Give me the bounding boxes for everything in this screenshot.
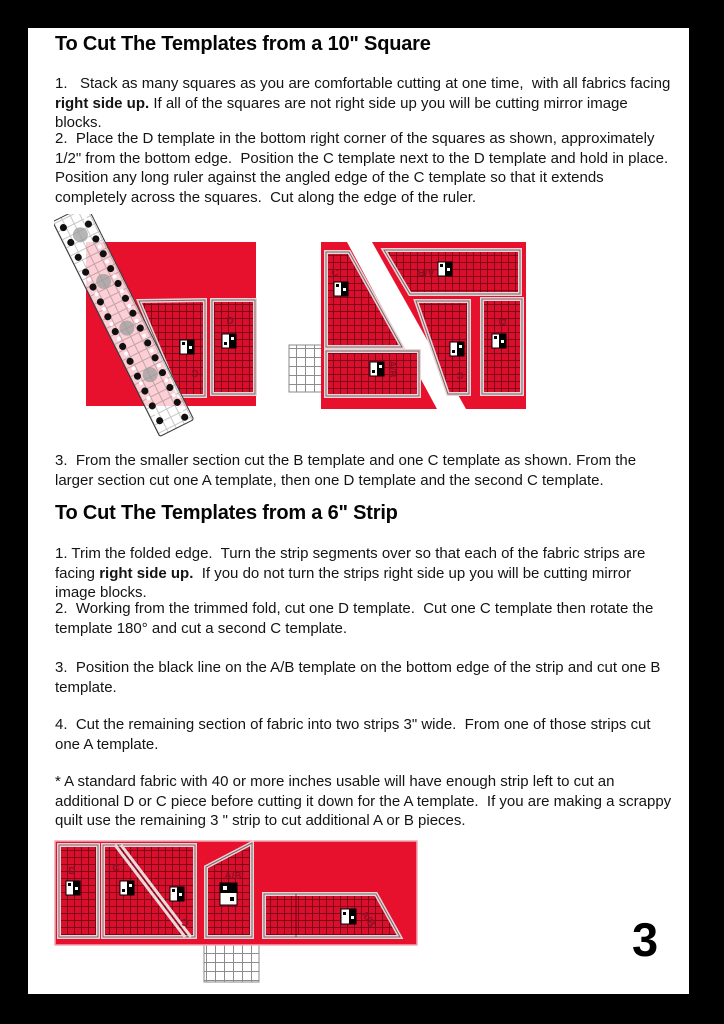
instruction-paragraph-5 — [55, 599, 673, 638]
page-number: 3 — [632, 913, 659, 966]
figure-cutting-square — [54, 214, 530, 446]
section1-heading: To Cut The Templates from a 10" Square — [55, 33, 431, 55]
cutting-mat — [289, 345, 325, 392]
instruction-paragraph-6 — [55, 658, 673, 697]
template-label-ab: A/B — [417, 266, 435, 277]
instruction-paragraph-1 — [55, 74, 673, 133]
brand-logo-icon — [492, 334, 506, 348]
template-label-c: C — [191, 367, 199, 378]
fabric-square — [54, 214, 256, 437]
text-run: 1. Trim the folded edge. Turn the strip segments over so that each of the fabric strips are facing — [55, 545, 650, 582]
template-ab-second — [264, 894, 400, 937]
template-label-d: D — [68, 866, 76, 877]
instruction-paragraph-2 — [55, 129, 677, 207]
text-run: 2. Working from the trimmed fold, cut one D template. Cut one C template then rotate the template 180° and cut a second C template. — [55, 600, 658, 637]
brand-logo-icon — [180, 340, 194, 354]
text-run: If you do not turn the strips right side up you will be cutting mirror image blocks. — [55, 564, 636, 601]
brand-logo-icon — [370, 362, 384, 376]
text-run-bold: right side up. — [99, 564, 194, 582]
instruction-note — [55, 772, 676, 831]
template-label-d: D — [496, 318, 507, 326]
template-label-c: C — [331, 268, 339, 279]
brand-logo-icon — [220, 883, 237, 905]
instruction-paragraph-4 — [55, 544, 673, 603]
text-run: * A standard fabric with 40 or more inches usable will have enough strip left to cut an additional D or C piece before cutting it down for the A template. If you are making a scrappy quilt use the remaining 3 " strip to cut additional A or B pieces. — [55, 773, 676, 829]
template-label-ab: A/B — [386, 360, 397, 378]
template-label-c: C — [456, 369, 464, 380]
document-page — [28, 28, 689, 994]
template-label-ab: A/B — [358, 909, 378, 930]
brand-logo-icon — [438, 262, 452, 276]
template-label-ab: A/B — [224, 871, 242, 882]
template-label-c: C — [112, 863, 120, 874]
brand-logo-icon — [450, 342, 464, 356]
figure-cutting-strip — [54, 837, 420, 985]
text-run: If all of the squares are not right side up you will be cutting mirror image blocks. — [55, 94, 632, 131]
text-run: 3. Position the black line on the A/B template on the bottom edge of the strip and cut one B template. — [55, 659, 665, 696]
text-run-bold: right side up. — [55, 94, 150, 112]
brand-logo-icon — [334, 282, 348, 296]
brand-logo-icon — [170, 887, 184, 901]
template-label-c-rotated: C — [181, 916, 189, 927]
brand-logo-icon — [66, 881, 80, 895]
text-run: 2. Place the D template in the bottom right corner of the squares as shown, approximately 1/2" from the bottom edge. Position the C template next to the D template and hold in place. Position any long ruler against the angled edge of the C template so that it extends completely across the squares. Cut along the edge of the ruler. — [55, 130, 677, 206]
section2-heading: To Cut The Templates from a 6" Strip — [55, 502, 398, 524]
brand-logo-icon — [222, 334, 236, 348]
instruction-paragraph-7 — [55, 715, 673, 754]
brand-logo-icon — [341, 909, 356, 924]
brand-logo-icon — [120, 881, 134, 895]
text-run: 4. Cut the remaining section of fabric into two strips 3" wide. From one of those strips cut one A template. — [55, 716, 655, 753]
cutting-mat — [204, 940, 259, 982]
fabric-square-cut — [289, 242, 526, 409]
template-label-d: D — [226, 316, 234, 327]
instruction-paragraph-3 — [55, 451, 673, 490]
text-run: 1. Stack as many squares as you are comfortable cutting at one time, with all fabrics facing — [55, 75, 675, 92]
text-run: 3. From the smaller section cut the B template and one C template as shown. From the larger section cut one A template, then one D template and the second C template. — [55, 452, 641, 489]
